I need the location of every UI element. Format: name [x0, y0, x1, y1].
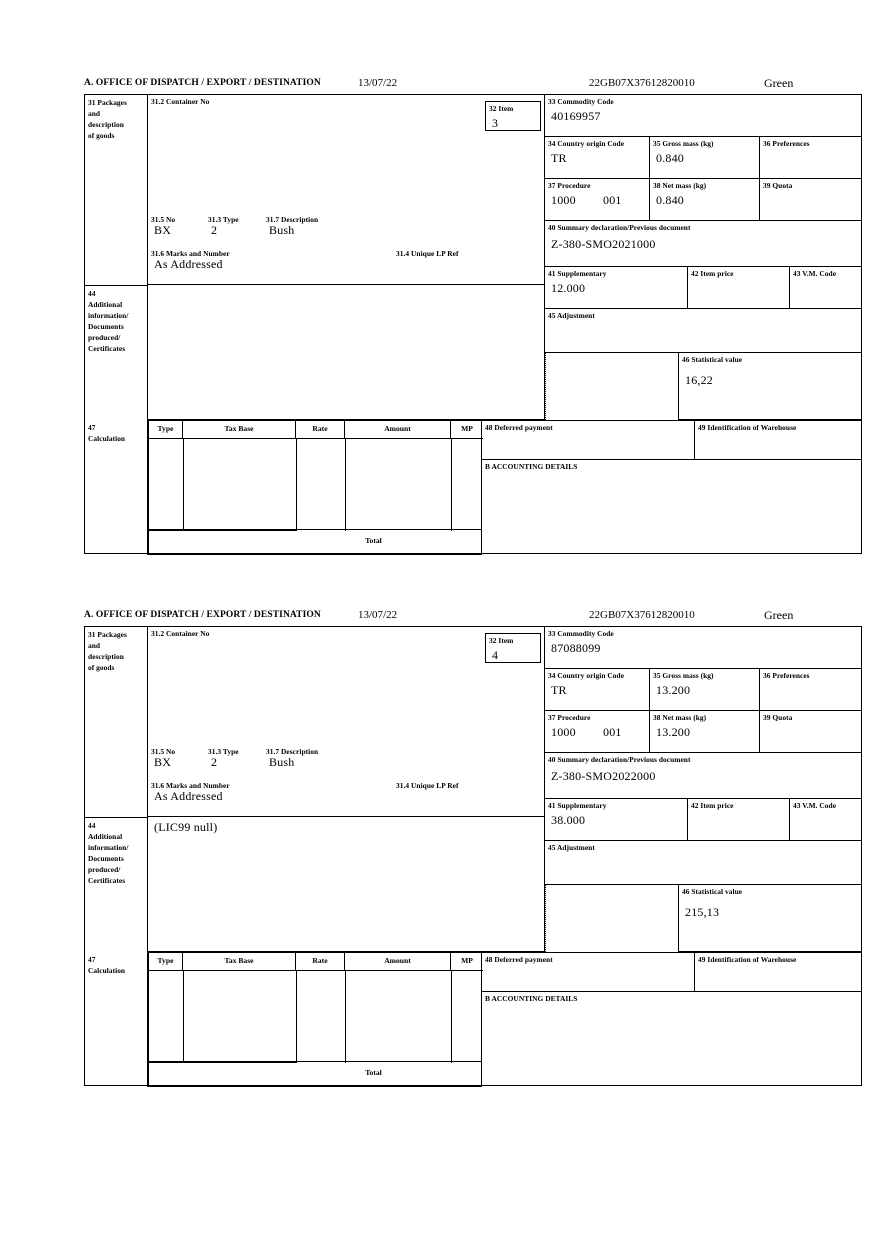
- box-49-label: 49 Identification of Warehouse: [698, 423, 797, 432]
- box-31-2-container-label: 31.2 Container No: [151, 97, 210, 106]
- box-46-value: 215,13: [685, 905, 720, 919]
- box-47-vrule-3: [345, 439, 346, 531]
- box-33-value: 87088099: [551, 641, 601, 655]
- box-38-net-mass-cell: [650, 179, 760, 221]
- box-46-statistical-value-cell: [678, 885, 861, 952]
- box-47-vrule-4: [451, 439, 452, 531]
- box-31-7-description-label: 31.7 Description: [266, 215, 319, 224]
- movement-reference-number: 22GB07X37612820010: [589, 609, 695, 621]
- box-36-preferences-cell: [760, 669, 861, 711]
- box-42-label: 42 Item price: [691, 269, 734, 278]
- box-47-vrule-2: [296, 439, 297, 531]
- box-32-item-cell: [485, 633, 541, 663]
- box-38-label: 38 Net mass (kg): [653, 713, 707, 722]
- box-31-7-description-label: 31.7 Description: [266, 747, 319, 756]
- box-31-7-description-value: Bush: [269, 223, 295, 237]
- box-36-label: 36 Preferences: [763, 671, 810, 680]
- box-34-origin-cell: [545, 137, 650, 179]
- box-31-2-container-label: 31.2 Container No: [151, 629, 210, 638]
- box-39-label: 39 Quota: [763, 181, 793, 190]
- box-40-previous-document-cell: [545, 753, 861, 799]
- box-35-label: 35 Gross mass (kg): [653, 139, 714, 148]
- box-47-vrule-4: [451, 971, 452, 1063]
- box-47-col-tax-base: Tax Base: [183, 421, 296, 439]
- sad-grid: [84, 94, 862, 554]
- box-43-vm-code-cell: [790, 799, 861, 841]
- box-b-accounting-details-cell: [482, 460, 861, 555]
- box-45-label: 45 Adjustment: [548, 843, 595, 852]
- box-44-label-cell: [85, 817, 148, 952]
- form-header: [84, 610, 862, 626]
- box-32-value: 3: [492, 116, 498, 130]
- box-32-label: 32 Item: [489, 636, 514, 645]
- box-49-warehouse-cell: [695, 420, 861, 460]
- box-34-label: 34 Country origin Code: [548, 139, 625, 148]
- box-33-label: 33 Commodity Code: [548, 629, 614, 638]
- box-45-adjustment-cell: [545, 309, 861, 353]
- box-37-label: 37 Procedure: [548, 713, 591, 722]
- box-32-value: 4: [492, 648, 498, 662]
- box-40-label: 40 Summary declaration/Previous document: [548, 223, 691, 232]
- box-44-value: (LIC99 null): [154, 820, 218, 834]
- box-47-col-tax-base: Tax Base: [183, 953, 296, 971]
- box-35-value: 0.840: [656, 151, 684, 165]
- box-47-col-amount: Amount: [345, 953, 451, 971]
- box-33-commodity-cell: [545, 95, 861, 137]
- box-40-value: Z-380-SMO2021000: [551, 237, 656, 251]
- box-46-value: 16,22: [685, 373, 713, 387]
- box-31-label-cell: [85, 95, 148, 285]
- box-31-label: 31 Packages and description of goods: [88, 98, 127, 140]
- box-31-5-no-label: 31.5 No: [151, 747, 176, 756]
- box-47-col-mp: MP: [461, 424, 473, 433]
- box-42-item-price-cell: [688, 799, 790, 841]
- box-31-3-type-label: 31.3 Type: [208, 747, 239, 756]
- box-38-value: 13.200: [656, 725, 691, 739]
- box-48-deferred-payment-cell: [482, 952, 695, 992]
- box-44-label: 44 Additional information/ Documents produced/ Certificates: [88, 289, 129, 353]
- box-35-gross-mass-cell: [650, 137, 760, 179]
- box-33-commodity-cell: [545, 627, 861, 669]
- box-31-6-marks-value: As Addressed: [154, 789, 223, 803]
- box-47-label: 47 Calculation: [88, 955, 126, 975]
- box-39-quota-cell: [760, 711, 861, 753]
- box-32-item-cell: [485, 101, 541, 131]
- box-37-value-2: 001: [603, 725, 622, 739]
- box-36-label: 36 Preferences: [763, 139, 810, 148]
- box-37-procedure-cell: [545, 711, 650, 753]
- box-34-origin-cell: [545, 669, 650, 711]
- box-49-warehouse-cell: [695, 952, 861, 992]
- box-47-total-row: [148, 1062, 482, 1087]
- box-35-gross-mass-cell: [650, 669, 760, 711]
- movement-reference-number: 22GB07X37612820010: [589, 77, 695, 89]
- lane-status: Green: [764, 608, 794, 622]
- box-31-4-lp-ref-label: 31.4 Unique LP Ref: [396, 249, 459, 258]
- box-47-vrule-1: [183, 439, 184, 531]
- box-46-statistical-value-cell: [678, 353, 861, 420]
- box-31-4-lp-ref-label: 31.4 Unique LP Ref: [396, 781, 459, 790]
- box-39-quota-cell: [760, 179, 861, 221]
- box-33-value: 40169957: [551, 109, 601, 123]
- box-42-label: 42 Item price: [691, 801, 734, 810]
- box-38-label: 38 Net mass (kg): [653, 181, 707, 190]
- box-47-col-mp: MP: [461, 956, 473, 965]
- box-33-label: 33 Commodity Code: [548, 97, 614, 106]
- form-header: [84, 78, 862, 94]
- box-44-content-cell: [148, 285, 545, 420]
- box-47-col-type: Type: [149, 953, 183, 971]
- box-41-supplementary-cell: [545, 267, 688, 309]
- box-44-label-cell: [85, 285, 148, 420]
- office-of-dispatch-label: A. OFFICE OF DISPATCH / EXPORT / DESTINATION: [84, 78, 321, 88]
- box-31-6-marks-label: 31.6 Marks and Number: [151, 249, 230, 258]
- box-44-content-cell: [148, 817, 545, 952]
- box-47-header-row: [149, 421, 483, 439]
- box-47-vrule-1: [183, 971, 184, 1063]
- box-45-46-dotted-divider: [545, 353, 546, 420]
- box-31-3-type-value: 2: [211, 755, 218, 769]
- box-47-col-amount: Amount: [345, 421, 451, 439]
- box-b-accounting-details-cell: [482, 992, 861, 1087]
- sad-form-item-3: [84, 78, 862, 554]
- box-41-value: 12.000: [551, 281, 586, 295]
- box-42-item-price-cell: [688, 267, 790, 309]
- box-35-value: 13.200: [656, 683, 691, 697]
- box-47-total-row: [148, 530, 482, 555]
- box-31-6-marks-label: 31.6 Marks and Number: [151, 781, 230, 790]
- box-41-label: 41 Supplementary: [548, 269, 607, 278]
- box-38-value: 0.840: [656, 193, 684, 207]
- box-37-label: 37 Procedure: [548, 181, 591, 190]
- box-39-label: 39 Quota: [763, 713, 793, 722]
- box-34-label: 34 Country origin Code: [548, 671, 625, 680]
- box-47-total-label: Total: [365, 1068, 382, 1077]
- box-36-preferences-cell: [760, 137, 861, 179]
- box-47-vrule-3: [345, 971, 346, 1063]
- box-b-label: B ACCOUNTING DETAILS: [485, 994, 578, 1003]
- box-31-label-cell: [85, 627, 148, 817]
- box-31-7-description-value: Bush: [269, 755, 295, 769]
- box-34-value: TR: [551, 151, 567, 165]
- box-45-adjustment-cell: [545, 841, 861, 885]
- box-48-label: 48 Deferred payment: [485, 423, 553, 432]
- box-43-label: 43 V.M. Code: [793, 801, 837, 810]
- box-37-value-1: 1000: [551, 193, 576, 207]
- box-45-46-dotted-divider: [545, 885, 546, 952]
- box-43-vm-code-cell: [790, 267, 861, 309]
- box-31-6-marks-value: As Addressed: [154, 257, 223, 271]
- box-37-procedure-cell: [545, 179, 650, 221]
- box-37-value-1: 1000: [551, 725, 576, 739]
- box-41-supplementary-cell: [545, 799, 688, 841]
- box-40-previous-document-cell: [545, 221, 861, 267]
- box-40-value: Z-380-SMO2022000: [551, 769, 656, 783]
- box-47-label: 47 Calculation: [88, 423, 126, 443]
- box-37-value-2: 001: [603, 193, 622, 207]
- box-35-label: 35 Gross mass (kg): [653, 671, 714, 680]
- box-47-total-rule: [149, 530, 296, 531]
- box-31-5-no-label: 31.5 No: [151, 215, 176, 224]
- box-38-net-mass-cell: [650, 711, 760, 753]
- box-40-label: 40 Summary declaration/Previous document: [548, 755, 691, 764]
- box-41-value: 38.000: [551, 813, 586, 827]
- declaration-date: 13/07/22: [358, 609, 398, 621]
- box-47-calculation-table: [148, 420, 482, 530]
- box-34-value: TR: [551, 683, 567, 697]
- box-47-header-row: [149, 953, 483, 971]
- box-47-total-label: Total: [365, 536, 382, 545]
- box-31-5-no-value: BX: [154, 755, 172, 769]
- box-31-3-type-value: 2: [211, 223, 218, 237]
- box-48-label: 48 Deferred payment: [485, 955, 553, 964]
- sad-form-item-4: [84, 610, 862, 1086]
- box-47-total-rule: [149, 1062, 296, 1063]
- box-47-label-cell: [85, 420, 148, 555]
- box-43-label: 43 V.M. Code: [793, 269, 837, 278]
- box-45-label: 45 Adjustment: [548, 311, 595, 320]
- box-47-col-type: Type: [149, 421, 183, 439]
- box-31-5-no-value: BX: [154, 223, 172, 237]
- box-b-label: B ACCOUNTING DETAILS: [485, 462, 578, 471]
- box-32-label: 32 Item: [489, 104, 514, 113]
- office-of-dispatch-label: A. OFFICE OF DISPATCH / EXPORT / DESTINATION: [84, 610, 321, 620]
- box-48-deferred-payment-cell: [482, 420, 695, 460]
- lane-status: Green: [764, 76, 794, 90]
- box-44-label: 44 Additional information/ Documents produced/ Certificates: [88, 821, 129, 885]
- box-31-label: 31 Packages and description of goods: [88, 630, 127, 672]
- box-47-calculation-table: [148, 952, 482, 1062]
- box-46-label: 46 Statistical value: [682, 887, 743, 896]
- sad-grid: [84, 626, 862, 1086]
- box-41-label: 41 Supplementary: [548, 801, 607, 810]
- box-49-label: 49 Identification of Warehouse: [698, 955, 797, 964]
- box-46-label: 46 Statistical value: [682, 355, 743, 364]
- box-31-3-type-label: 31.3 Type: [208, 215, 239, 224]
- box-47-label-cell: [85, 952, 148, 1087]
- box-47-col-rate: Rate: [296, 953, 345, 971]
- declaration-date: 13/07/22: [358, 77, 398, 89]
- box-47-vrule-2: [296, 971, 297, 1063]
- box-47-col-rate: Rate: [296, 421, 345, 439]
